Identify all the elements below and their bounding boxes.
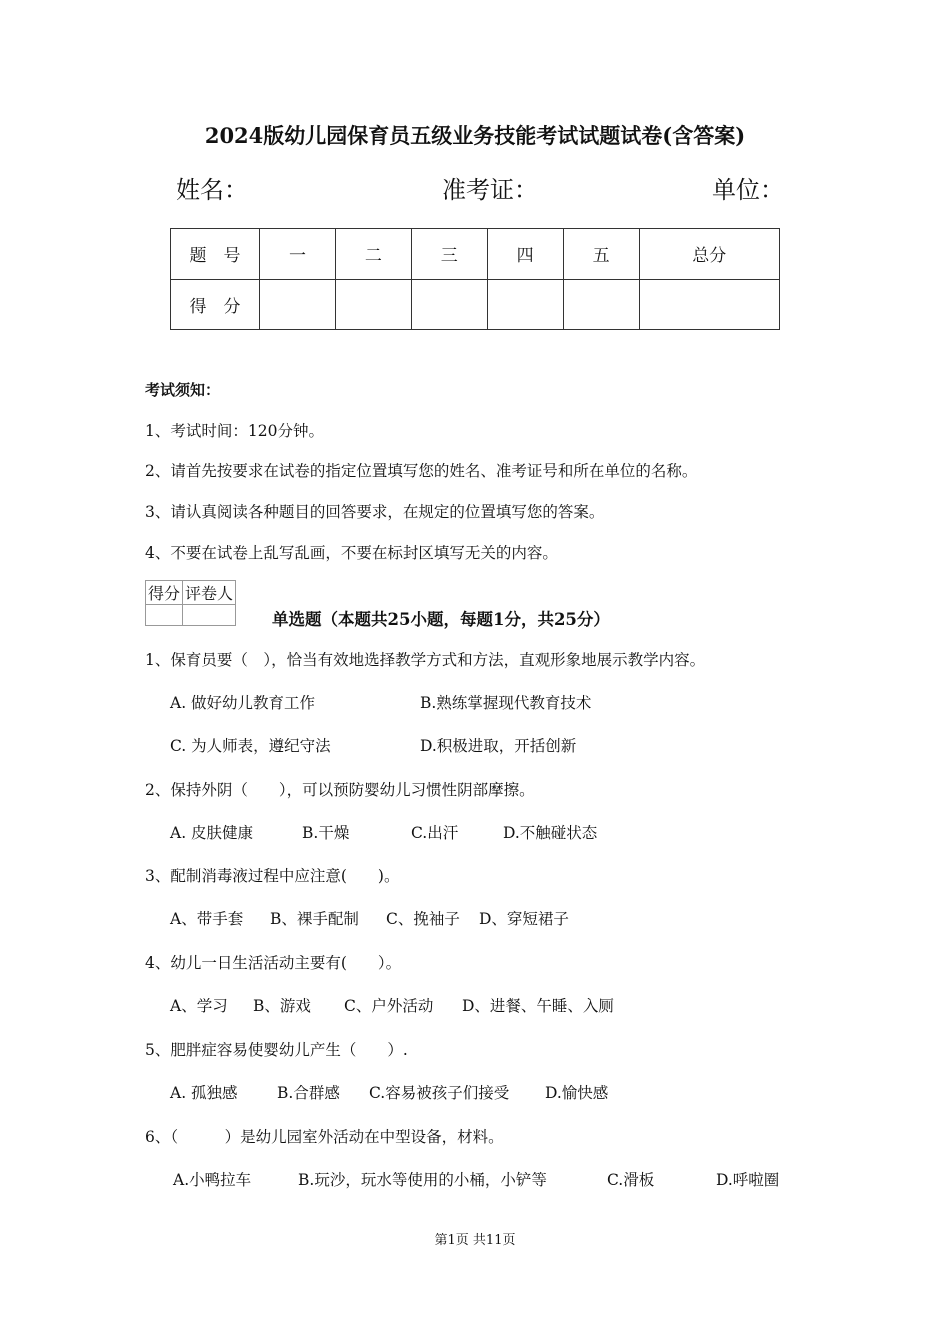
option[interactable]: B.玩沙，玩水等使用的小桶，小铲等 bbox=[298, 1171, 547, 1189]
note-item: 4、不要在试卷上乱写乱画，不要在标封区填写无关的内容。 bbox=[145, 544, 558, 562]
option[interactable]: C.滑板 bbox=[607, 1171, 655, 1189]
question-text: 1、保育员要（ ），恰当有效地选择教学方式和方法，直观形象地展示教学内容。 bbox=[145, 651, 706, 669]
question-text: 4、幼儿一日生活活动主要有( ）。 bbox=[145, 954, 402, 972]
score-table-header-row bbox=[171, 229, 780, 280]
option[interactable]: A、带手套 bbox=[170, 910, 244, 928]
grader-reviewer-cell[interactable] bbox=[183, 605, 236, 626]
option[interactable]: C. 为人师表，遵纪守法 bbox=[170, 737, 331, 755]
option[interactable]: A.小鸭拉车 bbox=[173, 1171, 252, 1189]
note-item: 3、请认真阅读各种题目的回答要求，在规定的位置填写您的答案。 bbox=[145, 503, 605, 521]
score-cell[interactable] bbox=[335, 279, 411, 330]
name-field-label: 姓名： bbox=[176, 176, 248, 204]
question-text: 6、（ ）是幼儿园室外活动在中型设备，材料。 bbox=[145, 1128, 504, 1146]
score-cell[interactable] bbox=[639, 279, 779, 330]
unit-field-label: 单位： bbox=[712, 176, 784, 204]
score-cell[interactable] bbox=[260, 279, 336, 330]
note-item: 2、请首先按要求在试卷的指定位置填写您的姓名、准考证号和所在单位的名称。 bbox=[145, 462, 698, 480]
option[interactable]: B、游戏 bbox=[253, 997, 311, 1015]
score-table-header-cell: 二 bbox=[335, 229, 411, 280]
option[interactable]: D.呼啦圈 bbox=[716, 1171, 780, 1189]
section-title: 单选题（本题共25小题，每题1分，共25分） bbox=[272, 610, 610, 629]
option[interactable]: D、穿短裙子 bbox=[479, 910, 569, 928]
document-title: 2024版幼儿园保育员五级业务技能考试试题试卷(含答案) bbox=[204, 123, 746, 148]
grader-score-cell[interactable] bbox=[146, 605, 183, 626]
option[interactable]: C、挽袖子 bbox=[386, 910, 460, 928]
note-item: 1、考试时间：120分钟。 bbox=[145, 422, 324, 440]
page-number: 第1页 共11页 bbox=[434, 1233, 516, 1248]
notes-heading: 考试须知： bbox=[145, 381, 221, 399]
question-text: 2、保持外阴（ ），可以预防婴幼儿习惯性阴部摩擦。 bbox=[145, 781, 535, 799]
option[interactable]: A. 孤独感 bbox=[170, 1084, 238, 1102]
score-table-header-cell: 一 bbox=[260, 229, 336, 280]
score-table-score-row bbox=[171, 279, 780, 330]
option[interactable]: A. 皮肤健康 bbox=[170, 824, 254, 842]
option[interactable]: A、学习 bbox=[170, 997, 228, 1015]
grader-reviewer-label: 评卷人 bbox=[183, 581, 236, 605]
option[interactable]: C.出汗 bbox=[411, 824, 459, 842]
score-cell[interactable] bbox=[487, 279, 563, 330]
score-row-label: 得 分 bbox=[171, 279, 260, 330]
score-table-header-cell: 三 bbox=[411, 229, 487, 280]
question-text: 3、配制消毒液过程中应注意( )。 bbox=[145, 867, 400, 885]
option[interactable]: B.熟练掌握现代教育技术 bbox=[420, 694, 592, 712]
option[interactable]: D.积极进取，开括创新 bbox=[420, 737, 577, 755]
score-table bbox=[170, 228, 780, 330]
option[interactable]: B、裸手配制 bbox=[270, 910, 359, 928]
option[interactable]: B.干燥 bbox=[302, 824, 350, 842]
score-table-header-cell: 四 bbox=[487, 229, 563, 280]
exam-id-field-label: 准考证： bbox=[442, 176, 538, 204]
score-table-header-cell: 总分 bbox=[639, 229, 779, 280]
score-table-header-cell: 题 号 bbox=[171, 229, 260, 280]
option[interactable]: C、户外活动 bbox=[344, 997, 434, 1015]
score-table-header-cell: 五 bbox=[563, 229, 639, 280]
question-text: 5、肥胖症容易使婴幼儿产生（ ）. bbox=[145, 1041, 408, 1059]
score-cell[interactable] bbox=[411, 279, 487, 330]
grader-score-label: 得分 bbox=[146, 581, 183, 605]
option[interactable]: C.容易被孩子们接受 bbox=[369, 1084, 510, 1102]
option[interactable]: A. 做好幼儿教育工作 bbox=[170, 694, 316, 712]
grader-box bbox=[145, 580, 236, 626]
option[interactable]: D、进餐、午睡、入厕 bbox=[462, 997, 614, 1015]
score-cell[interactable] bbox=[563, 279, 639, 330]
option[interactable]: B.合群感 bbox=[277, 1084, 340, 1102]
option[interactable]: D.不触碰状态 bbox=[503, 824, 598, 842]
option[interactable]: D.愉快感 bbox=[545, 1084, 609, 1102]
